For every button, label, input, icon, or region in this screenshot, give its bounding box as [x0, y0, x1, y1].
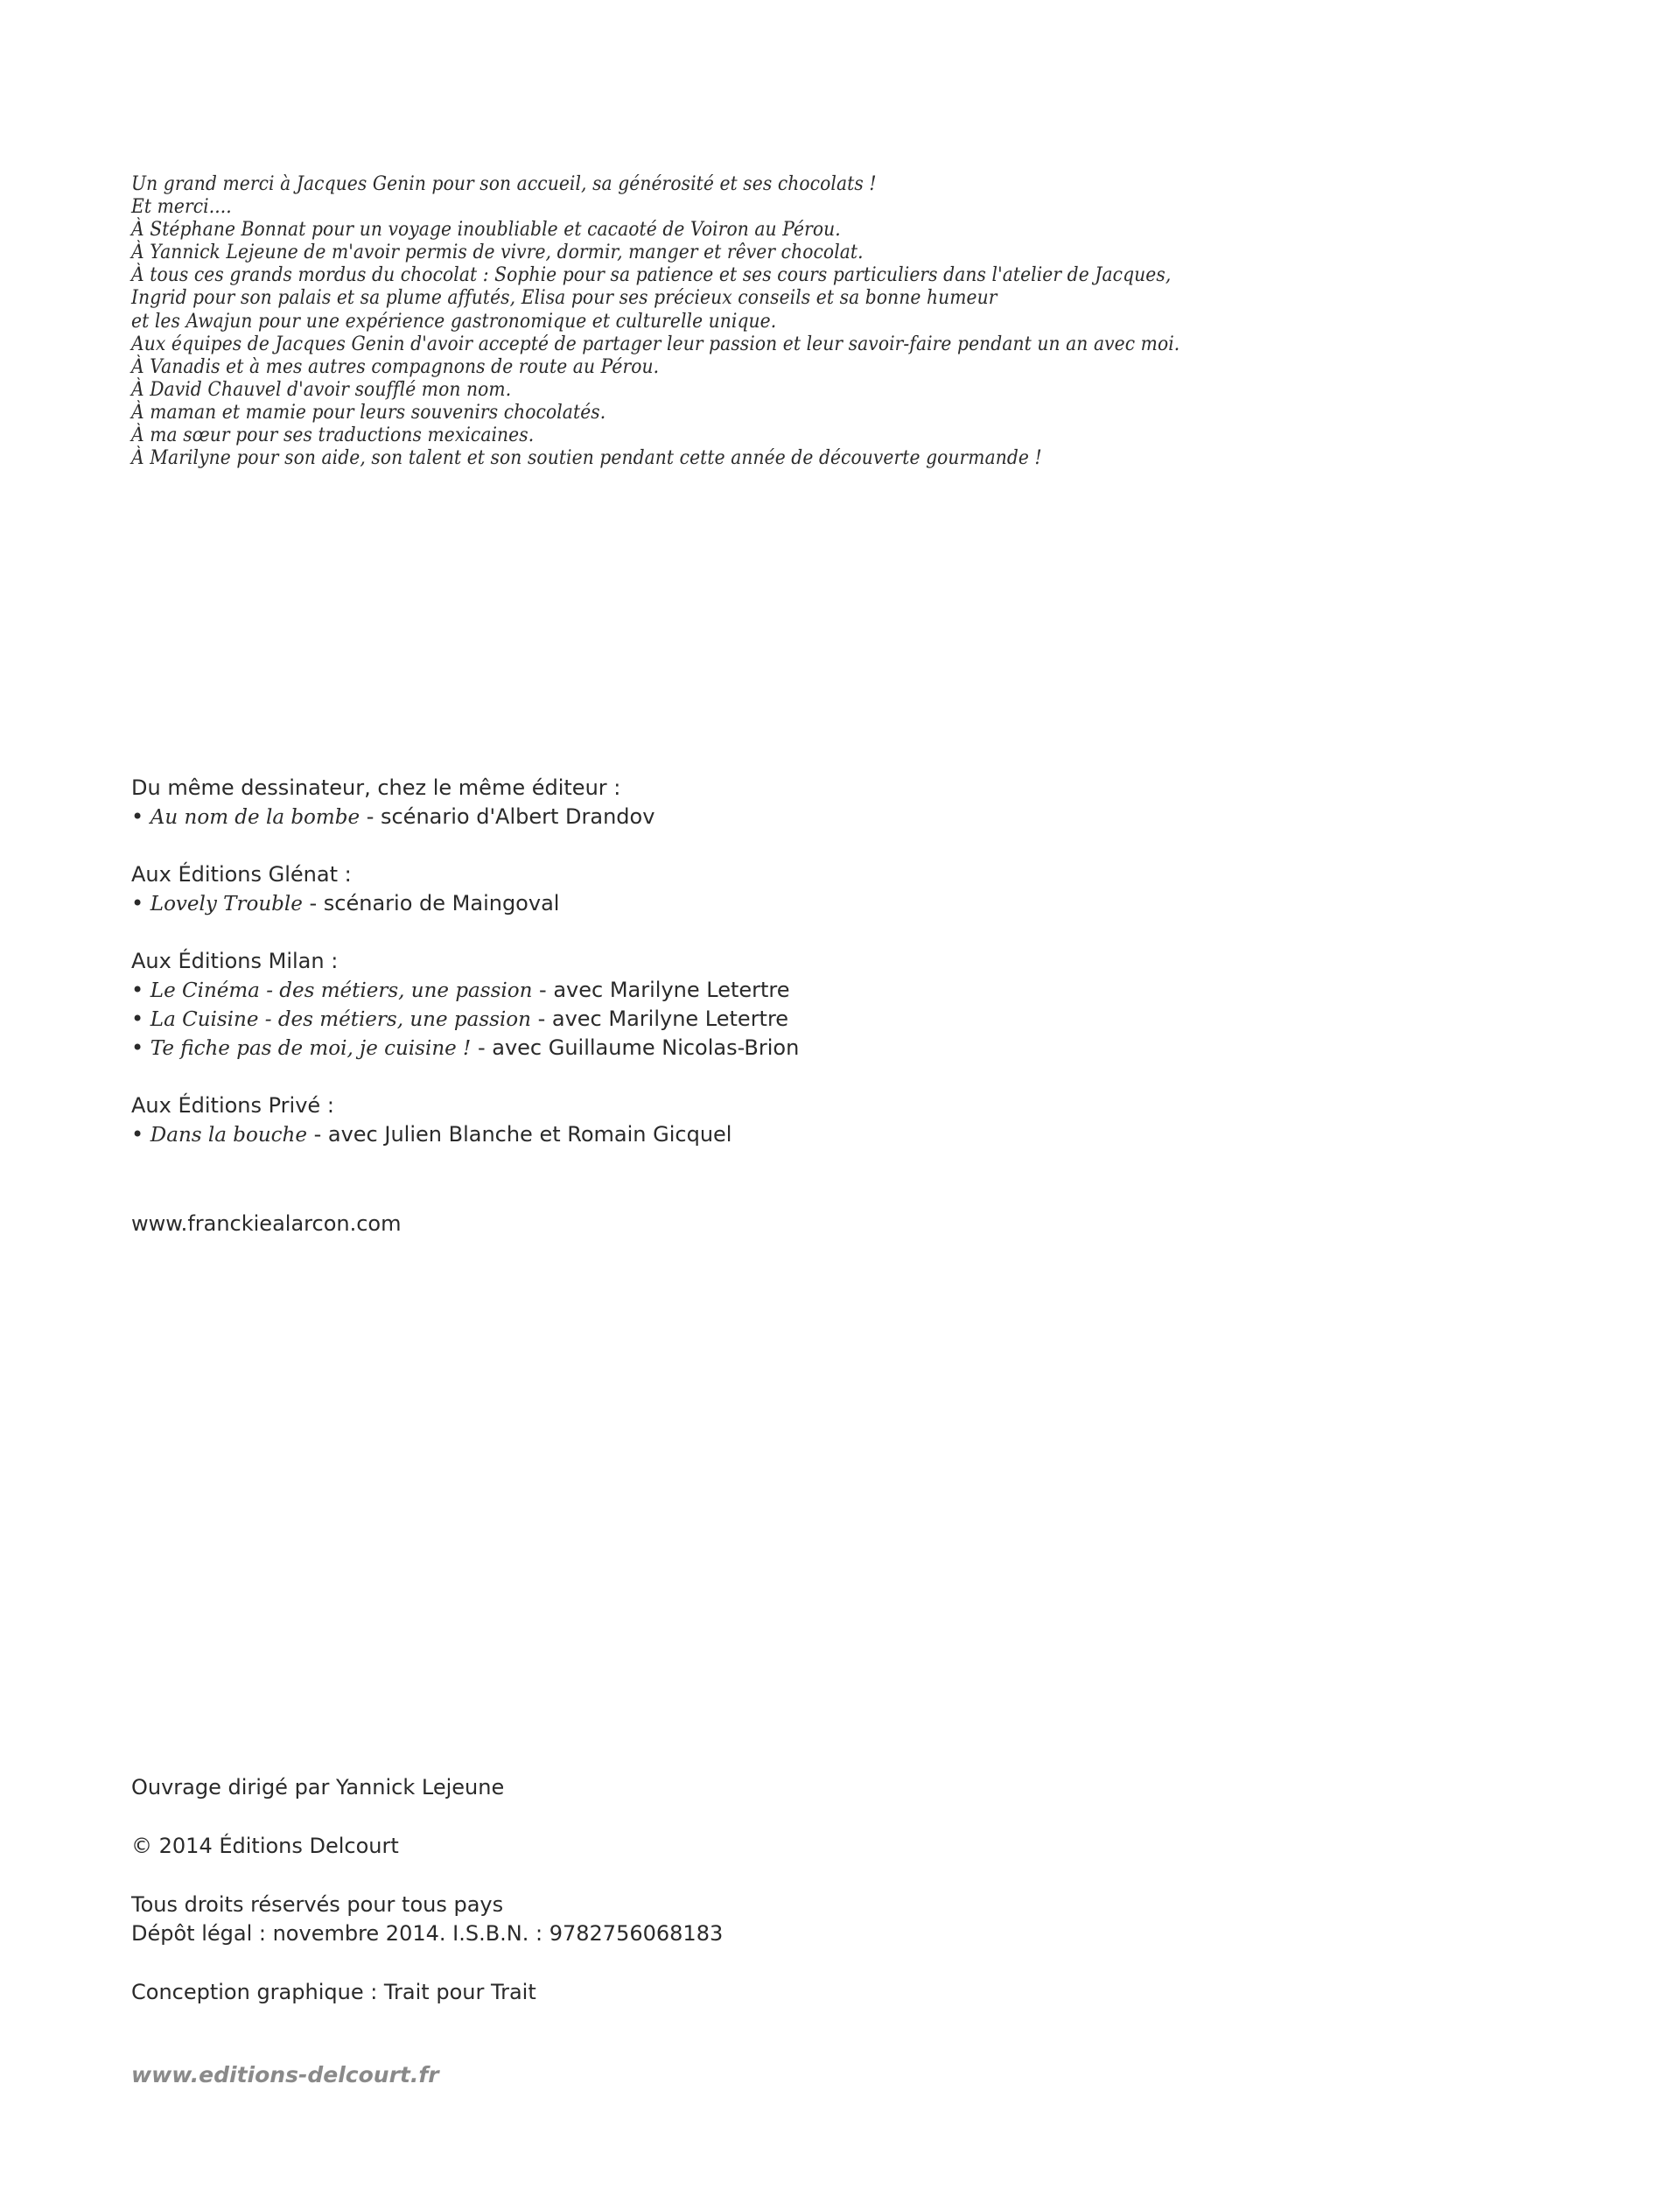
bibliography-item	[131, 1034, 1444, 1063]
bibliography-group-glenat	[131, 860, 1444, 918]
acknowledgement-line: Ingrid pour son palais et sa plume affutés, Elisa pour ses précieux conseils et sa bonne humeur	[131, 287, 998, 310]
book-title: Le Cinéma - des métiers, une passion	[150, 979, 533, 1002]
bibliography-item	[131, 803, 1444, 831]
book-title: Lovely Trouble	[150, 893, 303, 916]
author-website-link[interactable]: www.franckiealarcon.com	[131, 1211, 402, 1236]
bibliography-block	[131, 774, 1444, 1178]
credits-block	[131, 1773, 1181, 2007]
acknowledgement-line: et les Awajun pour une expérience gastronomique et culturelle unique.	[131, 310, 777, 333]
bibliography-item	[131, 976, 1444, 1005]
book-details: - scénario d'Albert Drandov	[360, 804, 655, 829]
bibliography-item	[131, 889, 1444, 918]
book-details: - avec Guillaume Nicolas-Brion	[471, 1035, 800, 1060]
bibliography-heading: Aux Éditions Privé :	[131, 1093, 334, 1118]
bibliography-group-prive	[131, 1091, 1444, 1149]
acknowledgements-block	[131, 173, 1531, 470]
bibliography-heading: Aux Éditions Glénat :	[131, 862, 352, 887]
book-details: - avec Marilyne Letertre	[530, 1007, 789, 1031]
acknowledgement-line: Aux équipes de Jacques Genin d'avoir accepté de partager leur passion et leur savoir-faire pendant un an avec moi.	[131, 333, 1180, 355]
acknowledgement-line: À Stéphane Bonnat pour un voyage inoubliable et cacaoté de Voiron au Pérou.	[131, 219, 841, 242]
book-details: - scénario de Maingoval	[302, 891, 560, 916]
book-details: - avec Julien Blanche et Romain Gicquel	[306, 1122, 732, 1147]
directed-by: Ouvrage dirigé par Yannick Lejeune	[131, 1775, 505, 1800]
acknowledgement-line: À Yannick Lejeune de m'avoir permis de vivre, dormir, manger et rêver chocolat.	[131, 242, 864, 264]
book-title: Dans la bouche	[150, 1124, 307, 1147]
bibliography-heading: Aux Éditions Milan :	[131, 949, 339, 973]
acknowledgement-line: À Vanadis et à mes autres compagnons de route au Pérou.	[131, 355, 660, 378]
acknowledgement-line: À maman et mamie pour leurs souvenirs chocolatés.	[131, 401, 606, 424]
book-title: Te fiche pas de moi, je cuisine !	[150, 1037, 472, 1060]
bullet: •	[131, 978, 150, 1002]
bibliography-group-same-publisher	[131, 774, 1444, 831]
bullet: •	[131, 891, 150, 916]
acknowledgement-line: À tous ces grands mordus du chocolat : Sophie pour sa patience et ses cours particuliers dans l'atelier de Jacques,	[131, 264, 1172, 287]
bullet: •	[131, 1035, 150, 1060]
bullet: •	[131, 1007, 150, 1031]
book-title: La Cuisine - des métiers, une passion	[150, 1008, 531, 1031]
acknowledgement-line: À ma sœur pour ses traductions mexicaines.	[131, 424, 535, 447]
acknowledgement-line: Et merci....	[131, 196, 232, 219]
book-title: Au nom de la bombe	[150, 806, 360, 829]
book-details: - avec Marilyne Letertre	[532, 978, 790, 1002]
rights-notice: Tous droits réservés pour tous pays	[131, 1892, 504, 1917]
acknowledgement-line: À David Chauvel d'avoir soufflé mon nom.	[131, 378, 512, 401]
bibliography-heading: Du même dessinateur, chez le même éditeur :	[131, 775, 621, 800]
bibliography-group-milan	[131, 947, 1444, 1063]
acknowledgement-line: Un grand merci à Jacques Genin pour son accueil, sa générosité et ses chocolats !	[131, 173, 877, 195]
bibliography-item	[131, 1120, 1444, 1149]
bullet: •	[131, 804, 150, 829]
copyright: © 2014 Éditions Delcourt	[131, 1834, 399, 1858]
legal-deposit: Dépôt légal : novembre 2014. I.S.B.N. : 9782756068183	[131, 1921, 724, 1946]
bullet: •	[131, 1122, 150, 1147]
acknowledgement-line: À Marilyne pour son aide, son talent et son soutien pendant cette année de découverte gourmande !	[131, 447, 1042, 470]
bibliography-item	[131, 1005, 1444, 1034]
publisher-website-link[interactable]: www.editions-delcourt.fr	[131, 2062, 439, 2087]
graphic-design-credit: Conception graphique : Trait pour Trait	[131, 1980, 536, 2004]
